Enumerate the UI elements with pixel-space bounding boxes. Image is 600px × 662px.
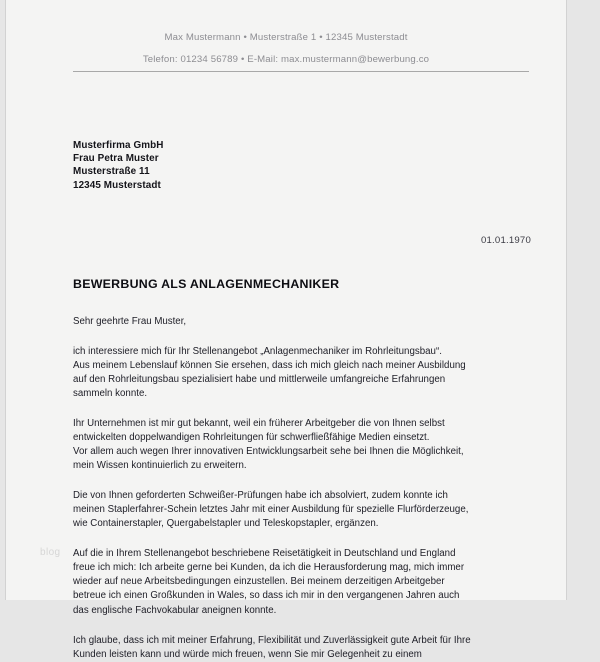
letter-paragraph [73, 345, 531, 401]
margin-watermark: blog [40, 547, 61, 558]
recipient-address [73, 139, 531, 192]
paragraph-line: ich interessiere mich für Ihr Stellenangebot „Anlagenmechaniker im Rohrleitungsbau“. [73, 345, 442, 357]
recipient-person: Frau Petra Muster [73, 153, 159, 165]
paragraph-line: Auf die in Ihrem Stellenangebot beschriebene Reisetätigkeit in Deutschland und England [73, 548, 456, 560]
letter-paragraph [73, 417, 531, 473]
letter-paragraph [73, 634, 531, 662]
paragraph-line: das englische Fachvokabular aneignen konnte. [73, 604, 277, 616]
letter-paragraph [73, 489, 531, 531]
paragraph-line: wieder auf neue Arbeitsbedingungen einzustellen. Bei meinem derzeitigen Arbeitgeber [73, 576, 445, 588]
letter-salutation: Sehr geehrte Frau Muster, [73, 315, 187, 327]
letterhead-sender-contact: Telefon: 01234 56789 • E-Mail: max.mustermann@bewerbung.co [142, 54, 430, 65]
paragraph-line: meinen Staplerfahrer-Schein letztes Jahr mit einer Ausbildung für spezielle Flurförderzeuge, [73, 504, 469, 516]
paragraph-line: Vor allem auch wegen Ihrer innovativen Entwicklungsarbeit sehe bei Ihnen die Möglichkeit, [73, 446, 464, 458]
paragraph-line: betreue ich einen Großkunden in Wales, so dass ich mir in den vergangenen Jahren auch [73, 590, 460, 602]
letter-paragraph [73, 547, 531, 617]
paragraph-line: Aus meinem Lebenslauf können Sie ersehen, dass ich mich gleich nach meiner Ausbildung [73, 359, 466, 371]
letter-content [73, 139, 531, 662]
recipient-street: Musterstraße 11 [73, 166, 150, 178]
letterhead [6, 31, 566, 67]
paragraph-line: Ihr Unternehmen ist mir gut bekannt, weil ein früherer Arbeitgeber die von Ihnen selbst [73, 418, 445, 429]
recipient-company: Musterfirma GmbH [73, 140, 164, 151]
paragraph-line: entwickelten doppelwandigen Rohrleitungen für schwerfließfähige Medien einsetzt. [73, 432, 430, 444]
paragraph-line: Ich glaube, dass ich mit meiner Erfahrung, Flexibilität und Zuverlässigkeit gute Arbeit für Ihre [73, 634, 471, 646]
recipient-city: 12345 Musterstadt [73, 179, 161, 191]
paragraph-line: wie Containerstapler, Quergabelstapler und Teleskopstapler, ergänzen. [73, 518, 379, 530]
paragraph-line: Kunden leisten kann und würde mich freuen, wenn Sie mir Gelegenheit zu einem [73, 648, 422, 660]
paragraph-line: mein Wissen kontinuierlich zu erweitern. [73, 460, 247, 472]
paragraph-line: sammeln konnte. [73, 387, 148, 399]
document-page [5, 0, 567, 660]
letterhead-sender-address: Max Mustermann • Musterstraße 1 • 12345 Musterstadt [164, 32, 408, 43]
letter-date: 01.01.1970 [480, 234, 531, 246]
paragraph-line: freue ich mich: Ich arbeite gerne bei Kunden, da ich die Herausforderung mag, mich immer [73, 562, 465, 574]
header-divider [73, 71, 529, 72]
letter-subject-line: BEWERBUNG ALS ANLAGENMECHANIKER [73, 276, 340, 291]
paragraph-line: Die von Ihnen geforderten Schweißer-Prüfungen habe ich absolviert, zudem konnte ich [73, 490, 448, 502]
paragraph-line: auf den Rohrleitungsbau spezialisiert habe und mittlerweile umfangreiche Erfahrungen [73, 373, 446, 385]
